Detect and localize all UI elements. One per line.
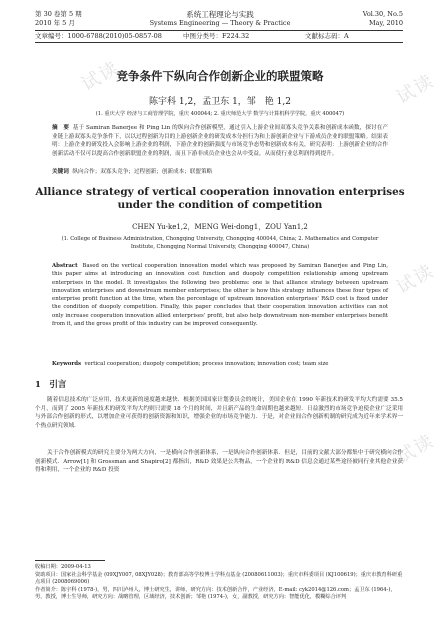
section-heading: 1 引言 — [35, 380, 67, 390]
watermark: 试读 — [393, 430, 439, 469]
keywords-cn-label: 关键词 — [52, 169, 69, 175]
watermark: 试读 — [78, 57, 124, 96]
keywords-cn-text: 纵向合作；双寡头竞争；过程创新；创新成本；联盟策略 — [72, 169, 213, 175]
intro-paragraph-2: 关于合作创新模式的研究主要分为两大方向，一是横向合作创新体系，一是纵向合作创新体系．但是，目前的文献大部分都集中于研究横向合作创新模式．Arrow[1] 和 Grossman and Shapiro[2] 都指出，R&D 效果是公共物品，一个企业的 R&D 信息会通过某些途径被同行业其他企业获得和利用，一个企业的 R&D 投资 — [35, 450, 403, 474]
watermark: 试读 — [393, 260, 439, 299]
journal-title: 系统工程理论与实践 — [186, 10, 254, 19]
document-code: 文献标志码：A — [305, 32, 349, 40]
abstract-en — [52, 262, 388, 328]
abstract-en-text: Based on the vertical cooperation innovation model which was proposed by Samiran Banerjee and Ping Lin, this paper aims at introducing an innovation cost function and duopoly competition relationship among upstream enterprises in the model. It investigates the following two problems: one is that alliance strategy between upstream innovation enterprises and downstream member enterprises; the other is how this strategy influences these four types of enterprise profit function at the time, when the percentage of upstream innovation enterprises' R&D cost is fixed under the condition of duopoly competition. Finally, this paper concludes that their cooperation innovation activities can not only increase cooperation innovation allied enterprises' profit, but also help downstream non-member enterprises benefit from it, and the gross profit of this industry can be improved consequently. — [52, 263, 388, 328]
paper-title-en-line2: under the condition of competition — [117, 199, 323, 211]
header-volume: 第 30 卷第 5 期 — [35, 10, 82, 18]
abstract-cn-text: 基于 Samiran Banerjee 和 Ping Lin 的纵向合作创新模型，通过引入上游企业间双寡头竞争关系和创新成本函数，探讨在产业链上游双寡头竞争条件下，以以过程创新为目的上游创新企业的研发成本分担行为和上游创新企业与下游成员企业的联盟策略。结果表明：上游企业的研发投入会影响上游企业的利润，下游企业的创新强度与市场竞争态势和创新成本有关，研究表明：上游创新企业的合作创新活动不仅可以提高合作创新联盟企业的利润，而且下游非成员企业也会从中受益，从而使行业总利润得到提升。 — [52, 125, 388, 157]
header-volume-en: Vol.30, No.5 — [362, 10, 403, 18]
authors-en: CHEN Yu-ke1,2，MENG Wei-dong1，ZOU Yan1,2 — [132, 223, 308, 231]
authors-cn: 陈宇科 1,2，孟卫东 1，邹 艳 1,2 — [149, 97, 291, 107]
header-date-en: May, 2010 — [368, 19, 403, 27]
article-number: 文章编号：1000-6788(2010)05-0857-08 — [35, 32, 162, 40]
intro-paragraph-1: 随着信息技术的广泛应用，技术更新的速度越来越快．根据美国国家计划委员会的统计，美国企业在 1990 年新技术的研发平均大约需要 35.5 个月，而到了 2005 年新技术的研发平均大约则只需要 18 个月的时间，并且新产品的生命周期也越来越短．日益激烈的市场竞争迫使企业广泛采用与外部合作创新的形式，以增加企业可获得的创新资源和知识，增强企业的市场竞争能力．于是，对企业间合作创新机制的研究成为近年来学术界一个热点研究领域． — [35, 397, 403, 429]
header-rule — [35, 30, 403, 31]
footnote-received: 收稿日期：2009-04-13 — [35, 564, 91, 570]
abstract-cn — [52, 124, 388, 158]
footnote-funding: 资助项目：国家社会科学基金 (09XJY007, 08XJY028)；教育部高等学校博士学科点基金 (20080611003)；重庆市科委项目 (KJ100619)；重庆市教育科研重点项目 (2008069006) — [35, 572, 403, 586]
journal-title-en: Systems Engineering — Theory & Practice — [149, 19, 291, 27]
header-rule-2 — [35, 42, 403, 43]
footnote-author-bio: 作者简介：陈宇科 (1978-)，男，四川泸州人，博士研究生，讲师，研究方向：技术创新合作，产业经济，E-mail: cyk2014@126.com；孟卫东 (1964-)，男，教授，博士生导师，研究方向：战略管理，区域经济，技术创新；邹艳 (1974-)，女，副教授，研究方向：智能优化，模糊综合评判 — [35, 587, 396, 601]
keywords-en-label: Keywords — [52, 361, 82, 367]
keywords-cn — [52, 168, 388, 177]
affiliation-en-line1: (1. College of Business Administration, Chongqing University, Chongqing 400044, China; 2. Mathematics and Computer — [61, 236, 379, 242]
affiliation-en-line2: Institute, Chongqing Normal University, Chongqing 400047, China) — [130, 244, 310, 250]
header-date: 2010 年 5 月 — [35, 19, 75, 27]
keywords-en-text: vertical cooperation; duopoly competition; process innovation; innovation cost; team size — [84, 361, 329, 367]
affiliation-cn: (1. 重庆大学 经济与工商管理学院，重庆 400044; 2. 重庆师范大学 数学与计算机科学学院，重庆 400047) — [95, 111, 345, 117]
paper-title-en-line1: Alliance strategy of vertical cooperation innovation enterprises — [35, 186, 405, 198]
class-number: 中图分类号：F224.32 — [183, 32, 250, 40]
paper-title-cn: 竞争条件下纵向合作创新企业的联盟策略 — [116, 69, 324, 83]
watermark: 试读 — [393, 70, 439, 109]
footnote-rule — [35, 560, 105, 561]
abstract-en-label: Abstract — [52, 263, 78, 269]
keywords-en — [52, 360, 388, 369]
abstract-cn-label: 摘 要 — [52, 125, 70, 131]
